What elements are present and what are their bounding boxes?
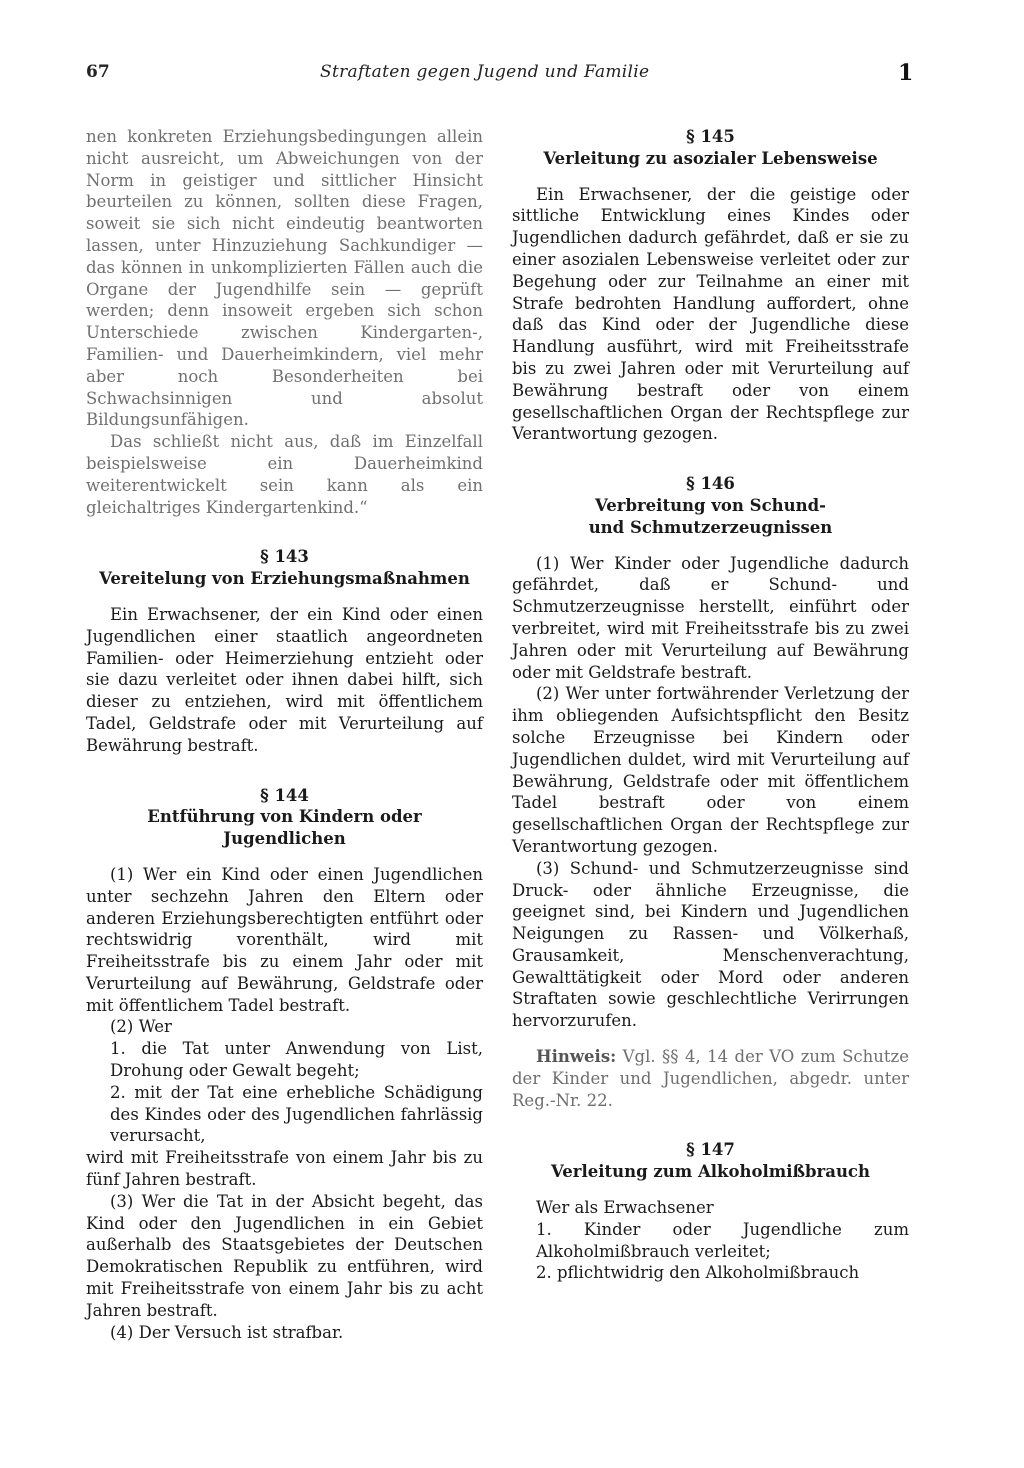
section-143-paragraph: Ein Erwachsener, der ein Kind oder einen Jugendlichen einer staatlich angeordneten Familien- oder Heimerziehung entzieht oder sie dazu verleitet oder ihnen dabei hilft, sich dieser zu entziehen, wird mit öffentlichem Tadel, Geldstrafe oder mit Verurteilung auf Bewährung bestraft. — [86, 604, 483, 755]
section-title-line-2: und Schmutzerzeugnissen — [588, 517, 833, 537]
section-number: § 146 — [686, 474, 735, 494]
section-144-paragraph-1: (1) Wer ein Kind oder einen Jugendlichen unter sechzehn Jahren den Eltern oder anderen Erziehungsberechtigten entführt oder rechtswidrig vorenthält, wird mit Freiheitsstrafe bis zu einem Jahr oder mit Verurteilung auf Bewährung, Geldstrafe oder mit öffentlichem Tadel bestraft. — [86, 864, 483, 1015]
running-title: Straftaten gegen Jugend und Familie — [320, 62, 650, 82]
section-146-paragraph-3: (3) Schund- und Schmutzerzeugnisse sind Druck- oder ähnliche Erzeugnisse, die geeignet sind, bei Kindern und Jugendlichen Neigungen zu Rassen- und Völkerhaß, Grausamkeit, Menschenverachtung, Gewalttätigkeit oder Mord oder anderen Straftaten sowie geschlechtliche Verirrungen hervorzurufen. — [512, 858, 909, 1031]
section-147-paragraph: Wer als Erwachsener — [536, 1198, 714, 1218]
section-144-paragraph-3: (3) Wer die Tat in der Absicht begeht, das Kind oder den Jugendlichen in ein Gebiet außerhalb des Staatsgebietes der Deutschen Demokratischen Republik zu entführen, wird mit Freiheitsstrafe von einem Jahr bis zu acht Jahren bestraft. — [86, 1191, 483, 1320]
section-147-heading — [512, 1139, 909, 1183]
section-number: § 145 — [686, 127, 735, 146]
section-143-heading — [86, 546, 483, 590]
section-146-paragraph-2: (2) Wer unter fortwährender Verletzung der ihm obliegenden Aufsichtspflicht den Besitz solche Erzeugnisse bei Kindern oder Jugendlichen duldet, wird mit Verurteilung auf Bewährung, Geldstrafe oder mit öffentlichem Tadel bestraft oder von einem gesellschaftlichen Organ der Rechtspflege zur Verantwortung gezogen. — [512, 684, 909, 856]
section-144-item-2: 2. mit der Tat eine erhebliche Schädigung des Kindes oder des Jugendlichen fahrlässig verursacht, — [110, 1082, 483, 1146]
section-title: Entführung von Kindern oder Jugendlichen — [147, 807, 422, 849]
hinweis-label: Hinweis: — [536, 1047, 617, 1067]
section-number: § 143 — [260, 547, 309, 567]
section-147-item-1: 1. Kinder oder Jugendliche zum Alkoholmißbrauch verleitet; — [536, 1219, 909, 1261]
section-title: Verleitung zum Alkoholmißbrauch — [551, 1162, 870, 1182]
section-146-heading — [512, 473, 909, 538]
continued-paragraph-2: Das schließt nicht aus, daß im Einzelfall beispielsweise ein Dauerheimkind weiterentwickelt sein kann als ein gleichaltriges Kindergartenkind.“ — [86, 432, 483, 517]
right-column — [512, 126, 909, 1284]
section-147-item-2: 2. pflichtwidrig den Alkoholmißbrauch — [536, 1263, 860, 1283]
section-144-paragraph-2-tail: wird mit Freiheitsstrafe von einem Jahr bis zu fünf Jahren bestraft. — [86, 1148, 483, 1190]
hinweis-text: Vgl. §§ 4, 14 der VO zum Schutze der Kinder und Jugendlichen, abgedr. unter Reg.-Nr. 22. — [512, 1047, 910, 1110]
left-column — [86, 126, 483, 1343]
section-144-heading — [86, 785, 483, 850]
section-number: § 147 — [686, 1140, 735, 1160]
section-144-paragraph-2: (2) Wer — [110, 1017, 172, 1037]
chapter-number: 1 — [898, 60, 914, 86]
page-number: 67 — [86, 62, 110, 82]
section-145-heading — [512, 126, 909, 170]
section-144-item-1: 1. die Tat unter Anwendung von List, Drohung oder Gewalt begeht; — [110, 1039, 483, 1081]
section-146-paragraph-1: (1) Wer Kinder oder Jugendliche dadurch gefährdet, daß er Schund- und Schmutzerzeugnisse herstellt, einführt oder verbreitet, wird mit Freiheitsstrafe bis zu zwei Jahren oder mit Verurteilung auf Bewährung oder mit Geldstrafe bestraft. — [512, 553, 909, 682]
section-144-paragraph-4: (4) Der Versuch ist strafbar. — [110, 1322, 344, 1342]
section-title-line-1: Verbreitung von Schund- — [594, 495, 827, 515]
section-title: Verleitung zu asozialer Lebensweise — [543, 148, 878, 168]
section-145-paragraph: Ein Erwachsener, der die geistige oder sittliche Entwicklung eines Kindes oder Jugendlichen dadurch gefährdet, daß er sie zu einer asozialen Lebensweise verleitet oder zur Begehung oder zur Teilnahme an einer mit Strafe bedrohten Handlung auffordert, ohne daß das Kind oder der Jugendliche diese Handlung ausführt, wird mit Freiheitsstrafe bis zu zwei Jahren oder mit Verurteilung auf Bewährung bestraft oder von einem gesellschaftlichen Organ der Rechtspflege zur Verantwortung gezogen. — [512, 184, 909, 444]
section-number: § 144 — [260, 785, 309, 805]
hinweis-note — [512, 1046, 909, 1111]
continued-paragraph: nen konkreten Erziehungsbedingungen allein nicht ausreicht, um Abweichungen von der Norm in geistiger und sittlicher Hinsicht beurteilen zu können, sollten diese Fragen, soweit sie sich nicht eindeutig beantworten lassen, unter Hinzuziehung Sachkundiger — das können in unkomplizierten Fällen auch die Organe der Jugendhilfe sein — geprüft werden; denn insoweit ergeben sich schon Unterschiede zwischen Kindergarten-, Familien- und Dauerheimkindern, viel mehr aber noch Besonderheiten bei Schwachsinnigen und absolut Bildungsunfähigen. — [86, 127, 483, 430]
section-title: Vereitelung von Erziehungsmaßnahmen — [99, 569, 470, 589]
